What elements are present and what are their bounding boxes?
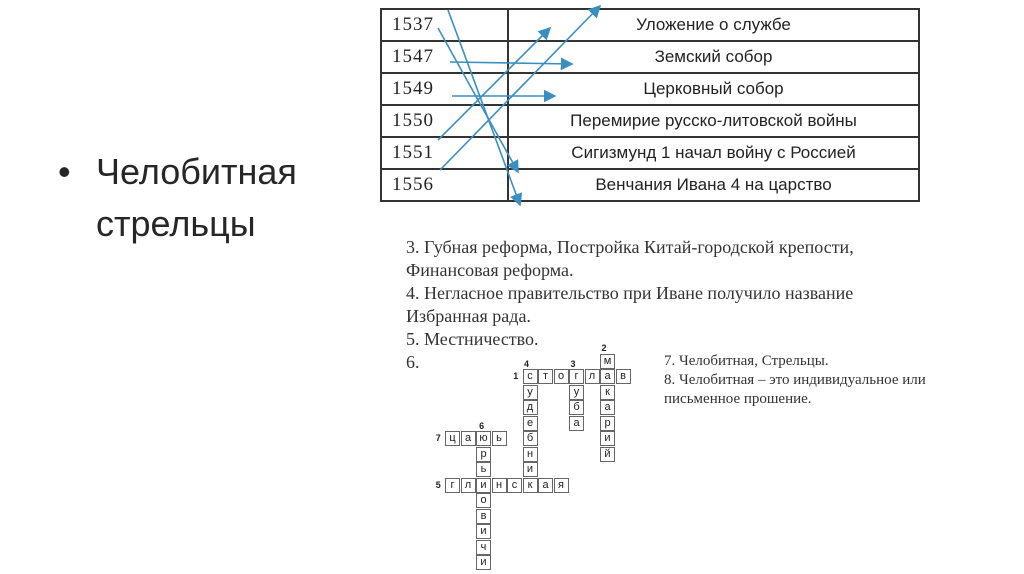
table-row (381, 137, 919, 169)
crossword-cell: м (600, 354, 615, 369)
crossword-cell: а (600, 369, 615, 384)
crossword-cell: б (569, 400, 584, 415)
year-cell: 1551 (381, 137, 508, 169)
crossword-cell: и (476, 555, 491, 570)
crossword-cell: и (523, 462, 538, 477)
crossword-cell: а (461, 431, 476, 446)
crossword-cell: и (476, 478, 491, 493)
year-cell: 1556 (381, 169, 508, 201)
answer-6: 6. (406, 352, 420, 372)
crossword-cell: и (600, 431, 615, 446)
table-row (381, 73, 919, 105)
crossword-cell: к (523, 478, 538, 493)
answer-4: 4. Негласное правительство при Иване получило название Избранная рада. (406, 283, 854, 326)
crossword-cell: л (585, 369, 600, 384)
year-cell: 1549 (381, 73, 508, 105)
crossword-cell: ц (445, 431, 460, 446)
crossword-cell: о (476, 493, 491, 508)
matching-table (380, 8, 920, 202)
event-cell: Уложение о службе (508, 9, 919, 41)
table-row (381, 41, 919, 73)
event-cell: Сигизмунд 1 начал войну с Россией (508, 137, 919, 169)
note-7: 7. Челобитная, Стрельцы. (664, 353, 829, 369)
crossword-clue-number: 6 (479, 420, 485, 431)
crossword-cell: д (523, 400, 538, 415)
crossword-cell: с (523, 369, 538, 384)
crossword-cell: р (476, 447, 491, 462)
year-cell: 1547 (381, 41, 508, 73)
crossword-cell: ь (476, 462, 491, 477)
crossword-clue-number: 1 (513, 371, 519, 381)
crossword-cell: н (492, 478, 507, 493)
bullet-text: Челобитная стрельцы (96, 151, 297, 244)
bullet-dot: • (58, 151, 71, 192)
crossword-cell: а (538, 478, 553, 493)
crossword-cell: р (600, 416, 615, 431)
crossword-clue-number: 4 (524, 358, 530, 369)
year-cell: 1537 (381, 9, 508, 41)
crossword-cell: т (538, 369, 553, 384)
crossword-cell: ь (492, 431, 507, 446)
table-row (381, 105, 919, 137)
crossword-clue-number: 7 (435, 433, 441, 443)
crossword-cell: у (523, 385, 538, 400)
crossword-cell: а (600, 400, 615, 415)
answer-3: 3. Губная реформа, Постройка Китай-городской крепости, Финансовая реформа. (406, 237, 854, 280)
crossword-cell: л (461, 478, 476, 493)
crossword-cell: в (476, 509, 491, 524)
event-cell: Церковный собор (508, 73, 919, 105)
crossword-cell: г (569, 369, 584, 384)
crossword-clue-number: 2 (601, 343, 607, 354)
crossword-cell: я (554, 478, 569, 493)
crossword-cell: й (600, 447, 615, 462)
event-cell: Земский собор (508, 41, 919, 73)
crossword-cell: к (600, 385, 615, 400)
event-cell: Перемирие русско-литовской войны (508, 105, 919, 137)
table-row (381, 169, 919, 201)
crossword-clue-number: 5 (435, 479, 441, 490)
event-cell: Венчания Ивана 4 на царство (508, 169, 919, 201)
crossword-cell: а (569, 416, 584, 431)
crossword-cell: и (476, 524, 491, 539)
crossword-clue-number: 3 (570, 358, 576, 369)
crossword-cell: г (445, 478, 460, 493)
crossword-cell: е (523, 416, 538, 431)
crossword-cell: б (523, 431, 538, 446)
crossword-cell: в (616, 369, 631, 384)
crossword-cell: ч (476, 540, 491, 555)
notes-block (664, 352, 934, 409)
crossword-cell: с (507, 478, 522, 493)
crossword-cell: н (523, 447, 538, 462)
crossword-cell: ю (476, 431, 491, 446)
year-cell: 1550 (381, 105, 508, 137)
crossword-cell: о (554, 369, 569, 384)
crossword-cell: у (569, 385, 584, 400)
answer-5: 5. Местничество. (406, 329, 539, 349)
table-row (381, 9, 919, 41)
note-8: 8. Челобитная – это индивидуальное или письменное прошение. (664, 372, 926, 407)
